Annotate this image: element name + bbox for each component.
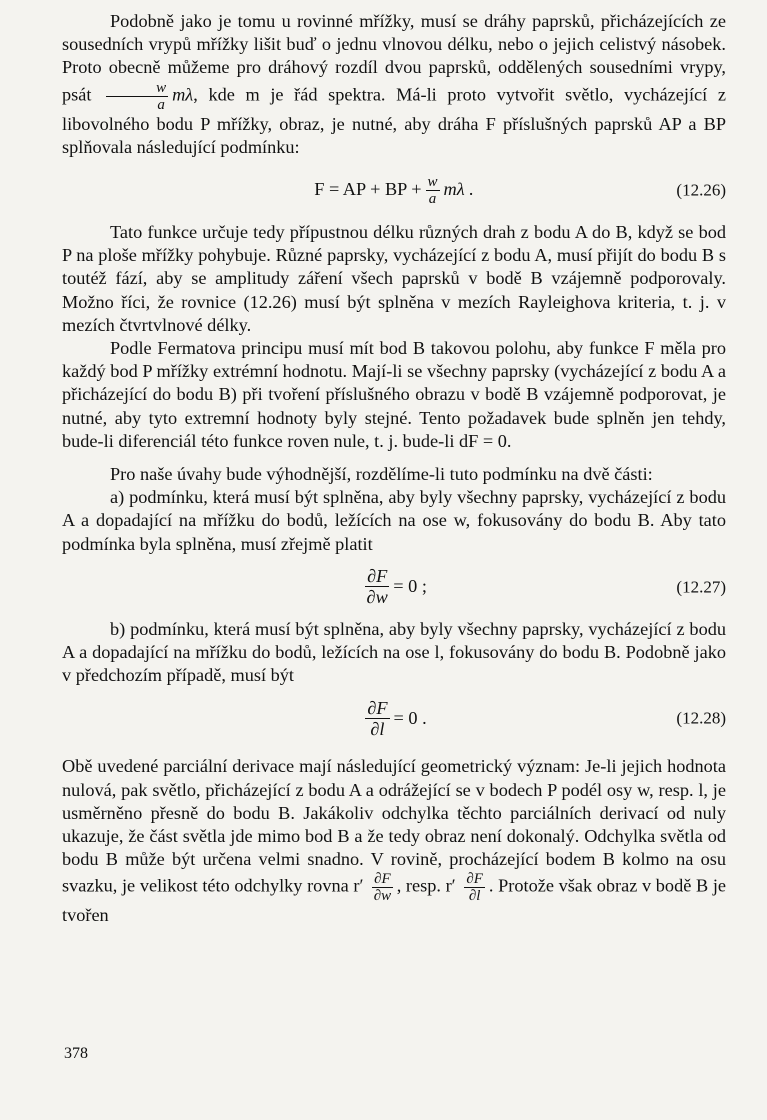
fraction-denominator: a	[428, 190, 437, 207]
fraction-numerator: ∂F	[367, 566, 388, 587]
equation-number: (12.28)	[676, 708, 726, 728]
fraction-numerator: ∂F	[466, 871, 483, 888]
fraction-denominator: ∂l	[370, 718, 385, 739]
fraction-denominator: ∂l	[468, 888, 481, 905]
fraction-numerator: ∂F	[374, 871, 391, 888]
paragraph-1-text: Podobně jako je tomu u rovinné mřížky, musí se dráhy paprsků, přicházejících ze sousedních vrypů mřížky lišit buď o jednu vlnovou délku, nebo o jejich celistvý násobek. Proto obecně můžeme pro dráhový rozdíl dvou paprsků, oddělených sousedními vrypy, psát	[62, 11, 726, 105]
fraction-denominator: ∂w	[373, 888, 392, 905]
fraction-denominator: ∂w	[366, 587, 388, 608]
equation-12-26-rhs: mλ .	[443, 179, 474, 200]
fraction-dF-dw	[372, 871, 393, 904]
paragraph-5: a) podmínku, která musí být splněna, aby byly všechny paprsky, vycházející z bodu A a dopadající na mřížku do bodů, ležících na ose w, fokusovány do bodu B. Aby tato podmínka byla splněna, musí zřejmě platit	[62, 487, 726, 554]
equation-12-26	[62, 163, 726, 217]
fraction-numerator: w	[106, 80, 168, 97]
equation-12-28	[62, 691, 726, 745]
paragraph-7-end: . Protože však obraz v bodě B je tvořen	[62, 876, 727, 926]
equation-12-27	[62, 560, 726, 614]
paragraph-6: b) podmínku, která musí být splněna, aby byly všechny paprsky, vycházející z bodu A a dopadající na mřížku do bodů, ležících na ose l, fokusovány do bodu B. Podobně jako v předchozím případě, musí být	[62, 618, 726, 686]
equation-12-27-rhs: = 0 ;	[393, 576, 427, 597]
paragraph-1	[62, 10, 726, 159]
m-lambda: mλ	[172, 84, 194, 105]
fraction-w-over-a	[106, 80, 168, 113]
equation-number: (12.27)	[676, 577, 726, 597]
fraction-denominator: a	[157, 96, 165, 113]
equation-12-27-fraction	[365, 566, 389, 607]
paragraph-7-middle: , resp. r′	[396, 876, 456, 897]
fraction-numerator: ∂F	[367, 697, 388, 718]
paragraph-3: Podle Fermatova principu musí mít bod B takovou polohu, aby funkce F měla pro každý bod P mřížky extrémní hodnotu. Mají-li se všechny paprsky (vycházející z bodu A a přicházející do bodu B) při tvoření příslušného obrazu v bodě B vzájemně podporovat, je nutné, aby tyto extremní hodnoty byly stejné. Tento požadavek bude splněn jen tehdy, bude-li diferenciál této funkce roven nule, t. j. bude-li dF = 0.	[62, 338, 726, 451]
paragraph-4: Pro naše úvahy bude výhodnější, rozdělíme-li tuto podmínku na dvě části:	[110, 464, 653, 485]
paragraph-1-continuation: , kde m je řád spektra. Má-li proto vytvořit světlo, vycházející z libovolného bodu P mřížky, obraz, je nutné, aby dráha F příslušných paprsků AP a BP splňovala následující podmínku:	[62, 84, 726, 157]
fraction-dF-dl	[464, 871, 485, 904]
page-number: 378	[64, 1045, 88, 1062]
paragraph-7-text: Obě uvedené parciální derivace mají následující geometrický význam: Je-li jejich hodnota nulová, pak světlo, přicházející z bodu A a odrážející se v bodech P podél osy w, resp. l, je usměrněno přesně do bodu B. Jakákoliv odchylka těchto parciálních derivací od nuly ukazuje, že část světla jde mimo bod B a že tedy obraz není dokonalý. Odchylka světla od bodu B může být určena velmi snadno. V rovině, procházející bodem B kolmo na osu svazku, je velikost této odchylky rovna r′	[62, 756, 726, 897]
equation-12-28-rhs: = 0 .	[393, 707, 427, 728]
equation-12-26-lhs: F = AP + BP +	[314, 179, 422, 200]
body-text	[62, 10, 726, 928]
paragraph-2: Tato funkce určuje tedy přípustnou délku různých drah z bodu A do B, když se bod P na ploše mřížky pohybuje. Různé paprsky, vycházející z bodu A, musí přijít do bodu B s toutéž fází, aby se amplitudy záření všech paprsků v bodě B vzájemně podporovaly. Možno říci, že rovnice (12.26) musí být splněna v mezích Rayleighova kriteria, t. j. v mezích čtvrtvlnové délky.	[62, 222, 726, 335]
equation-number: (12.26)	[676, 180, 726, 200]
equation-12-26-fraction	[426, 174, 440, 207]
equation-12-28-fraction	[365, 698, 389, 739]
fraction-numerator: w	[427, 173, 438, 190]
paragraph-7	[62, 755, 726, 927]
